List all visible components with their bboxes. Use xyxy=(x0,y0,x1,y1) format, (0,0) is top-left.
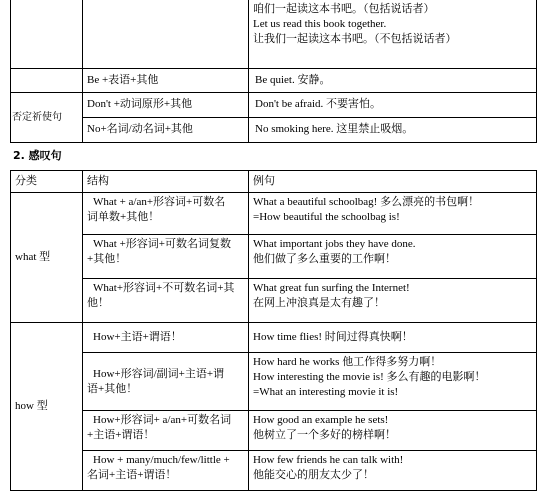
structure-cell-empty xyxy=(83,0,249,68)
structure-line: How + many/much/few/little + xyxy=(93,454,230,466)
category-cell-empty xyxy=(11,68,83,92)
exclamatory-table xyxy=(10,170,537,491)
structure-cell: Don't +动词原形+其他 xyxy=(83,92,249,117)
structure-cell xyxy=(83,451,249,491)
example-cell xyxy=(249,353,537,411)
example-cell xyxy=(249,323,537,353)
structure-line: 词单数+其他！ xyxy=(87,211,160,223)
structure-cell xyxy=(83,193,249,235)
structure-line: How+形容词+ a/an+可数名词 xyxy=(93,414,232,426)
example-line: How interesting the movie is! 多么有趣的电影啊！ xyxy=(253,371,486,383)
structure-cell xyxy=(83,411,249,451)
structure-cell xyxy=(83,353,249,411)
structure-cell xyxy=(83,235,249,279)
example-line: 他能交心的朋友太少了！ xyxy=(253,469,374,481)
structure-line: How+形容词/副词+主语+谓 xyxy=(93,367,225,380)
header-example: 例句 xyxy=(249,171,537,193)
structure-line: What + a/an+形容词+可数名 xyxy=(93,196,226,208)
how-type-label: how 型 xyxy=(11,323,83,491)
structure-cell xyxy=(83,279,249,323)
structure-cell: Be +表语+其他 xyxy=(83,68,249,92)
example-cell: Be quiet. 安静。 xyxy=(249,68,537,92)
example-line: 在网上冲浪真是太有趣了！ xyxy=(253,297,385,309)
example-cell xyxy=(249,411,537,451)
structure-line: What+形容词+不可数名词+其 xyxy=(93,282,235,294)
example-line: What a beautiful schoolbag! 多么漂亮的书包啊！ xyxy=(253,196,480,208)
example-line: 咱们一起读这本书吧。（包括说话者） xyxy=(253,3,435,15)
example-cell xyxy=(249,193,537,235)
structure-cell xyxy=(83,323,249,353)
example-line: How time flies! 时间过得真快啊！ xyxy=(253,331,413,343)
category-cell-empty xyxy=(11,0,83,68)
example-line: How good an example he sets! xyxy=(253,414,389,426)
negative-imperative-label: 否定祈使句 xyxy=(11,92,83,142)
what-type-label: what 型 xyxy=(11,193,83,323)
example-cell xyxy=(249,0,537,68)
structure-line: 他！ xyxy=(87,297,109,309)
structure-line: How+主语+谓语！ xyxy=(93,331,182,343)
section-title: 2. 感叹句 xyxy=(13,149,62,162)
example-cell: No smoking here. 这里禁止吸烟。 xyxy=(249,117,537,142)
example-line: =How beautiful the schoolbag is! xyxy=(253,211,400,223)
example-line: How hard he works 他工作得多努力啊！ xyxy=(253,356,442,368)
example-cell xyxy=(249,451,537,491)
example-line: 他们做了多么重要的工作啊！ xyxy=(253,253,396,265)
structure-line: What +形容词+可数名词复数 xyxy=(93,238,231,250)
structure-line: +其他！ xyxy=(87,253,127,265)
example-line: 让我们一起读这本书吧。（不包括说话者） xyxy=(253,33,457,45)
example-line: =What an interesting movie it is! xyxy=(253,386,399,398)
example-line: Let us read this book together. xyxy=(253,18,387,30)
structure-cell: No+名词/动名词+其他 xyxy=(83,117,249,142)
example-cell xyxy=(249,235,537,279)
imperative-table xyxy=(10,0,537,143)
structure-line: +主语+谓语！ xyxy=(87,429,155,441)
structure-line: 语+其他！ xyxy=(87,382,138,395)
example-line: What great fun surfing the Internet! xyxy=(253,282,410,294)
structure-line: 名词+主语+谓语！ xyxy=(87,469,177,481)
example-cell xyxy=(249,279,537,323)
example-line: 他树立了一个多好的榜样啊！ xyxy=(253,429,396,441)
example-line: What important jobs they have done. xyxy=(253,238,416,250)
header-category: 分类 xyxy=(11,171,83,193)
example-line: How few friends he can talk with! xyxy=(253,454,404,466)
header-structure: 结构 xyxy=(83,171,249,193)
example-cell: Don't be afraid. 不要害怕。 xyxy=(249,92,537,117)
